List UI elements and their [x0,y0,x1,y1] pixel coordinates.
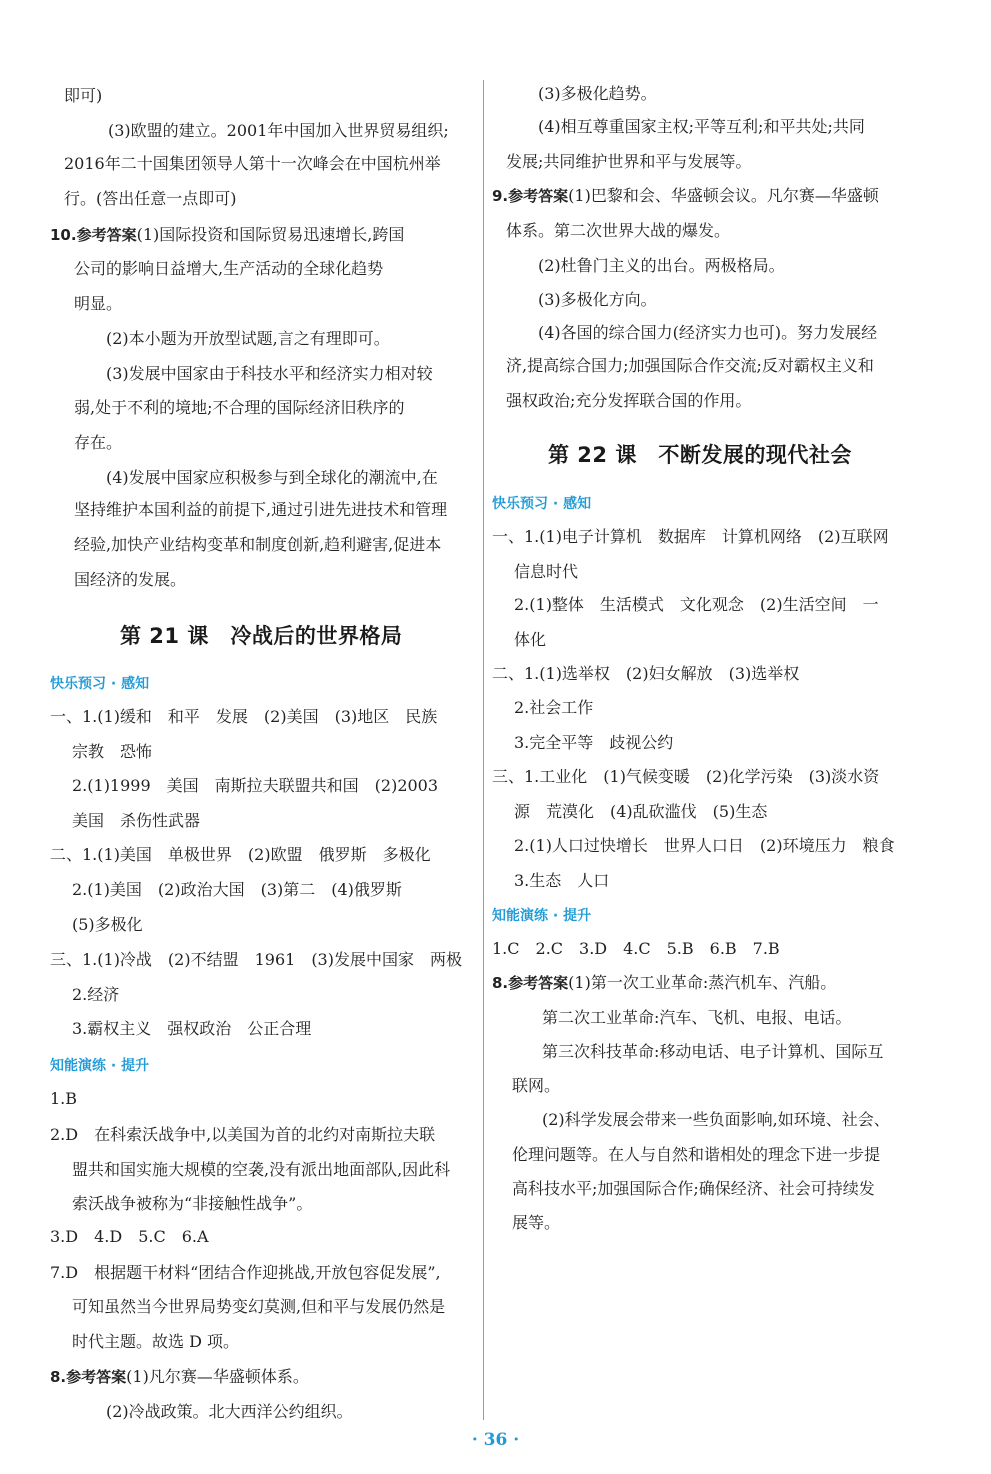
text-line: 公司的影响日益增大,生产活动的全球化趋势 [74,259,384,278]
text-line: (3)多极化趋势。 [538,84,657,103]
text-span: (1)凡尔赛—华盛顿体系。 [126,1367,309,1386]
text-line: (3)多极化方向。 [538,290,657,309]
section-heading-practice: 知能演练 · 提升 [492,908,592,924]
text-line: 联网。 [512,1076,561,1095]
text-line: 7.D 根据题干材料“团结合作迎挑战,开放包容促发展”, [50,1263,441,1282]
text-line: 一、1.(1)电子计算机 数据库 计算机网络 (2)互联网 [492,527,889,546]
text-line: 2.(1)整体 生活模式 文化观念 (2)生活空间 一 [514,595,879,614]
text-line: 可知虽然当今世界局势变幻莫测,但和平与发展仍然是 [72,1297,446,1316]
text-line: 3.D 4.D 5.C 6.A [50,1227,209,1246]
text-line: 索沃战争被称为“非接触性战争”。 [72,1194,313,1213]
text-line: (2)本小题为开放型试题,言之有理即可。 [106,329,390,348]
text-line: (5)多极化 [72,915,143,934]
text-span: (1)国际投资和国际贸易迅速增长,跨国 [136,225,405,244]
text-line: 2.(1)1999 美国 南斯拉夫联盟共和国 (2)2003 [72,776,439,795]
text-line: 发展;共同维护世界和平与发展等。 [506,152,752,171]
question-number: 10. [50,226,77,244]
text-line: 体化 [514,630,547,649]
text-line: 3.完全平等 歧视公约 [514,733,674,752]
text-line: 三、1.(1)冷战 (2)不结盟 1961 (3)发展中国家 两极 [50,950,462,969]
text-line: 二、1.(1)美国 单极世界 (2)欧盟 俄罗斯 多极化 [50,845,431,864]
text-span: (1)巴黎和会、华盛顿会议。凡尔赛—华盛顿 [568,186,879,205]
text-line: 盟共和国实施大规模的空袭,没有派出地面部队,因此科 [72,1160,451,1179]
text-line: 即可) [64,86,103,105]
text-line: 济,提高综合国力;加强国际合作交流;反对霸权主义和 [506,356,874,375]
lesson-22-title: 第 22 课 不断发展的现代社会 [548,443,852,467]
question-8-line [50,1367,309,1387]
text-line: 体系。第二次世界大战的爆发。 [506,221,731,240]
text-line: 时代主题。故选 D 项。 [72,1332,240,1351]
answer-label: 参考答案 [508,974,569,992]
question-number: 8. [492,974,509,992]
text-line: 三、1.工业化 (1)气候变暖 (2)化学污染 (3)淡水资 [492,767,880,786]
text-line: 1.C 2.C 3.D 4.C 5.B 6.B 7.B [492,939,780,958]
text-line: 美国 杀伤性武器 [72,811,201,830]
text-line: 强权政治;充分发挥联合国的作用。 [506,391,752,410]
text-line: 2.社会工作 [514,698,594,717]
text-line: 明显。 [74,294,123,313]
text-line: 2.(1)美国 (2)政治大国 (3)第二 (4)俄罗斯 [72,880,402,899]
text-line: (4)各国的综合国力(经济实力也可)。努力发展经 [538,323,878,342]
text-line: 经验,加快产业结构变革和制度创新,趋利避害,促进本 [74,535,442,554]
text-line: 信息时代 [514,562,579,581]
text-line: (4)发展中国家应积极参与到全球化的潮流中,在 [106,468,438,487]
section-heading-practice: 知能演练 · 提升 [50,1058,150,1074]
text-line: 2.经济 [72,985,120,1004]
answer-label: 参考答案 [66,1368,127,1386]
lesson-21-title: 第 21 课 冷战后的世界格局 [120,624,403,648]
column-divider [483,80,484,1420]
text-line: (4)相互尊重国家主权;平等互利;和平共处;共同 [538,117,865,136]
page-number: · 36 · [471,1430,520,1450]
text-line: 行。(答出任意一点即可) [64,189,237,208]
text-line: 坚持维护本国利益的前提下,通过引进先进技术和管理 [74,500,448,519]
text-line: 伦理问题等。在人与自然和谐相处的理念下进一步提 [512,1145,881,1164]
question-8-line [492,973,836,993]
text-line: 高科技水平;加强国际合作;确保经济、社会可持续发 [512,1179,875,1198]
text-line: (3)欧盟的建立。2001年中国加入世界贸易组织; [108,121,449,140]
text-line: 弱,处于不利的境地;不合理的国际经济旧秩序的 [74,398,405,417]
text-line: 3.生态 人口 [514,871,610,890]
text-span: (1)第一次工业革命:蒸汽机车、汽船。 [568,973,837,992]
text-line: (3)发展中国家由于科技水平和经济实力相对较 [106,364,433,383]
text-line: 1.B [50,1089,78,1108]
text-line: 源 荒漠化 (4)乱砍滥伐 (5)生态 [514,802,768,821]
question-9-line [492,186,879,206]
answer-label: 参考答案 [76,226,137,244]
question-number: 8. [50,1368,67,1386]
text-line: 展等。 [512,1213,561,1232]
answer-label: 参考答案 [508,187,569,205]
text-line: 国经济的发展。 [74,570,187,589]
section-heading-preview: 快乐预习 · 感知 [492,496,592,512]
text-line: 宗教 恐怖 [72,742,153,761]
text-line: (2)杜鲁门主义的出台。两极格局。 [538,256,785,275]
text-line: 存在。 [74,433,123,452]
text-line: 2016年二十国集团领导人第十一次峰会在中国杭州举 [64,154,441,173]
text-line: 一、1.(1)缓和 和平 发展 (2)美国 (3)地区 民族 [50,707,438,726]
text-line: 2.(1)人口过快增长 世界人口日 (2)环境压力 粮食 [514,836,895,855]
question-10-line [50,225,404,245]
text-line: 第二次工业革命:汽车、飞机、电报、电话。 [542,1008,852,1027]
section-heading-preview: 快乐预习 · 感知 [50,676,150,692]
text-line: 2.D 在科索沃战争中,以美国为首的北约对南斯拉夫联 [50,1125,436,1144]
text-line: (2)科学发展会带来一些负面影响,如环境、社会、 [542,1110,890,1129]
text-line: 二、1.(1)选举权 (2)妇女解放 (3)选举权 [492,664,800,683]
question-number: 9. [492,187,509,205]
text-line: (2)冷战政策。北大西洋公约组织。 [106,1402,353,1421]
text-line: 3.霸权主义 强权政治 公正合理 [72,1019,312,1038]
text-line: 第三次科技革命:移动电话、电子计算机、国际互 [542,1042,884,1061]
